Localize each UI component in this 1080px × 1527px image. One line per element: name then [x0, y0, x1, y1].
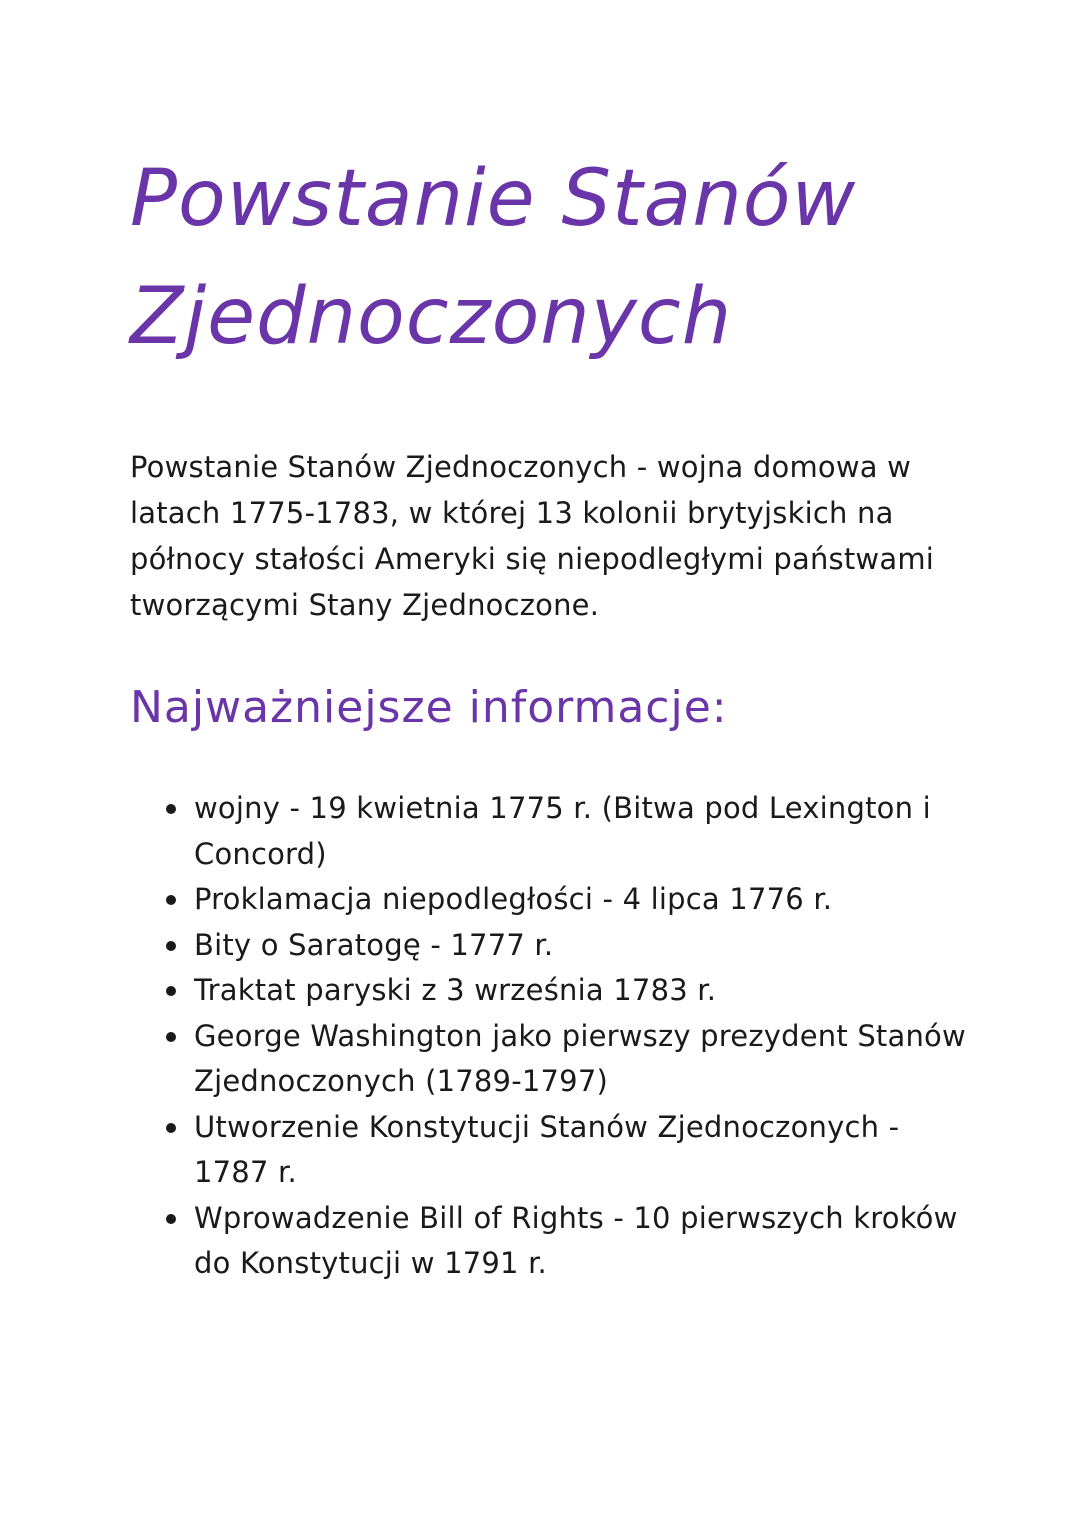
bullet-icon [166, 941, 176, 951]
list-item-text: Bity o Saratogę - 1777 r. [194, 927, 554, 962]
list-item-text: Utworzenie Konstytucji Stanów Zjednoczonych - 1787 r. [194, 1109, 900, 1189]
intro-paragraph: Powstanie Stanów Zjednoczonych - wojna domowa w latach 1775-1783, w której 13 kolonii brytyjskich na północy stałości Ameryki się niepodległymi państwami tworzącymi Stany Zjednoczone. [130, 450, 935, 622]
list-item-text: Proklamacja niepodległości - 4 lipca 1776 r. [194, 882, 833, 916]
list-item [130, 1105, 980, 1196]
list-item [130, 1196, 980, 1287]
bullet-icon [166, 895, 176, 905]
bullet-icon [166, 1032, 176, 1042]
facts-list [130, 786, 980, 1287]
list-item-text: Wprowadzenie Bill of Rights - 10 pierwszych kroków do Konstytucji w 1791 r. [194, 1200, 958, 1280]
list-item [130, 786, 980, 877]
page-title: Powstanie Stanów Zjednoczonych [130, 154, 857, 362]
list-item [130, 1014, 980, 1105]
list-item [130, 877, 980, 923]
list-item-text: Traktat paryski z 3 września 1783 r. [194, 973, 717, 1007]
bullet-icon [166, 986, 176, 996]
bullet-icon [166, 1214, 176, 1224]
list-item [130, 923, 980, 969]
list-item-text: wojny - 19 kwietnia 1775 r. (Bitwa pod Lexington i Concord) [194, 791, 931, 871]
section-heading: Najważniejsze informacje: [130, 682, 728, 733]
bullet-icon [166, 1123, 176, 1133]
list-item [130, 968, 980, 1014]
bullet-icon [166, 804, 176, 814]
list-item-text: George Washington jako pierwszy prezydent Stanów Zjednoczonych (1789-1797) [194, 1018, 966, 1098]
